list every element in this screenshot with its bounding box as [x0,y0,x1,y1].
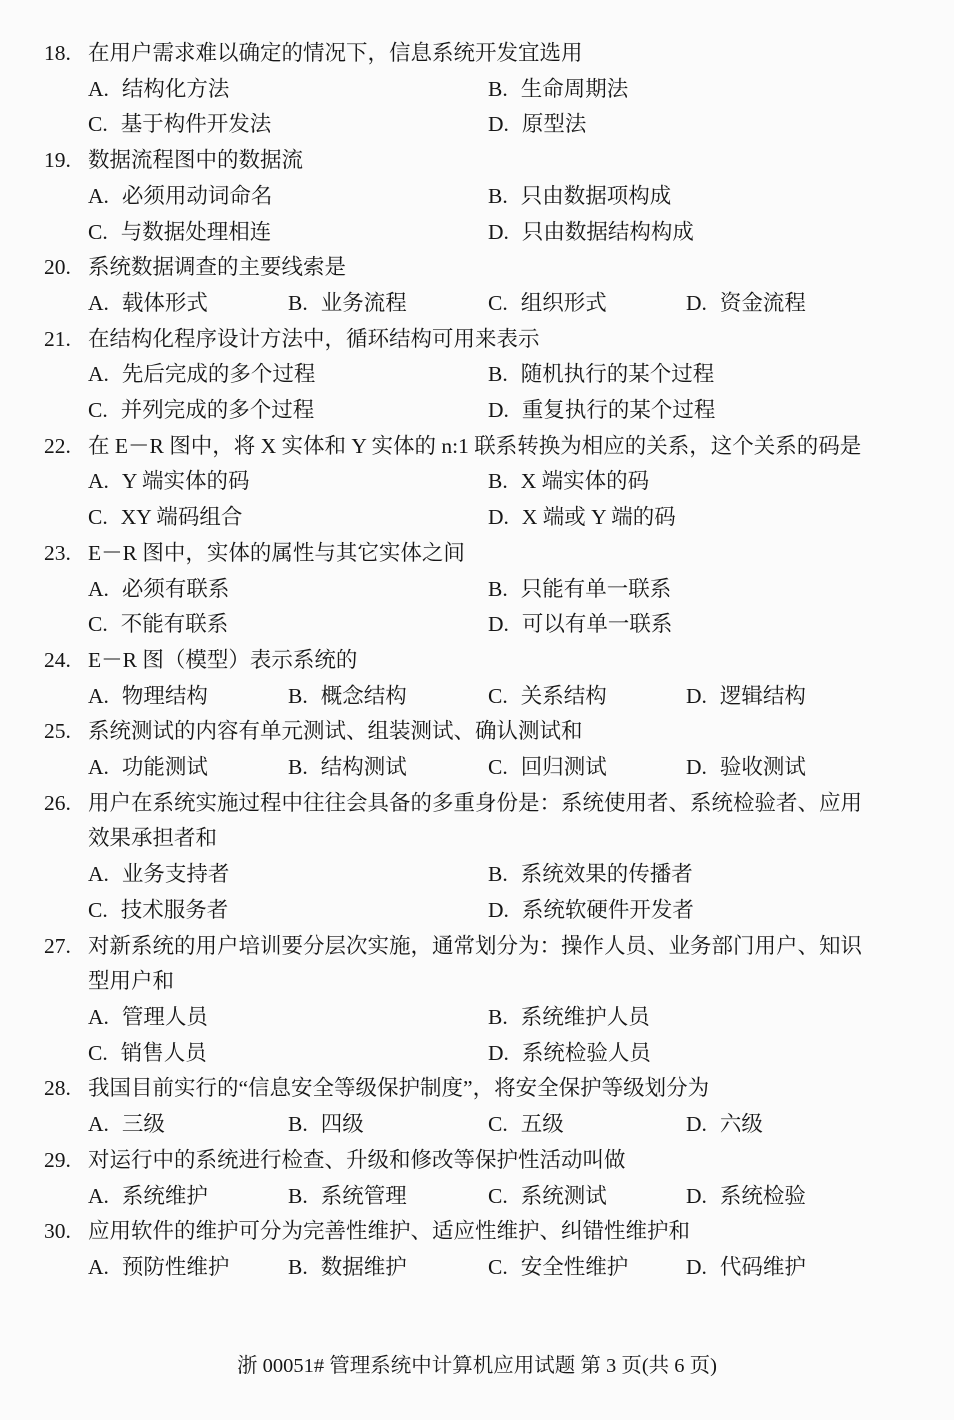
question-30 [44,1214,918,1285]
option-text: 系统软硬件开发者 [521,897,694,922]
option-letter: C. [488,1112,508,1137]
option-text: 先后完成的多个过程 [121,362,316,387]
option-row [88,72,918,108]
option-C [88,500,488,536]
question-stem: 系统数据调查的主要线索是 [88,255,347,280]
page-footer: 浙 00051# 管理系统中计算机应用试题 第 3 页(共 6 页) [236,1355,718,1377]
option-row [88,464,918,500]
option-letter: B. [488,1004,508,1029]
option-letter: D. [686,1254,707,1279]
option-D [686,1250,918,1286]
option-letter: B. [288,755,308,780]
question-body [88,1071,918,1142]
option-letter: B. [288,290,308,315]
question-22 [44,429,918,536]
option-B [288,750,488,786]
question-number: 21. [44,326,71,351]
question-19 [44,143,918,250]
option-B [488,179,918,215]
option-text: 业务流程 [320,290,407,315]
option-letter: D. [488,398,509,423]
option-text: Y 端实体的码 [121,469,250,494]
question-number: 30. [44,1219,71,1244]
option-row [88,107,918,143]
option-text: 安全性维护 [520,1254,629,1279]
option-text: 管理人员 [121,1004,208,1029]
option-text: 只由数据结构构成 [521,219,694,244]
question-stem: 用户在系统实施过程中往往会具备的多重身份是：系统使用者、系统检验者、应用 [88,790,863,815]
option-letter: C. [488,755,508,780]
question-stem: 对运行中的系统进行检查、升级和修改等保护性活动叫做 [88,1147,626,1172]
option-D [488,893,918,929]
option-letter: C. [488,1183,508,1208]
option-text: 业务支持者 [121,862,230,887]
option-text: 基于构件开发法 [120,112,272,137]
exam-paper [44,36,918,1286]
option-text: 系统测试 [520,1183,607,1208]
option-row [88,572,918,608]
option-row [88,607,918,643]
option-text: 组织形式 [520,290,607,315]
option-text: 销售人员 [120,1040,207,1065]
option-D [488,215,918,251]
question-number: 24. [44,647,71,672]
question-21 [44,322,918,429]
option-B [488,1000,918,1036]
question-body [88,1214,918,1285]
option-letter: A. [88,1183,109,1208]
option-B [288,1179,488,1215]
option-row [88,393,918,429]
option-D [686,1179,918,1215]
option-text: 结构测试 [320,755,407,780]
option-text: 不能有联系 [120,612,229,637]
option-text: 系统管理 [320,1183,407,1208]
option-letter: A. [88,76,109,101]
option-letter: C. [88,612,108,637]
option-letter: A. [88,683,109,708]
option-letter: C. [88,897,108,922]
option-row [88,357,918,393]
option-text: 系统效果的传播者 [520,862,693,887]
option-text: 验收测试 [719,755,806,780]
option-letter: A. [88,469,109,494]
question-list [44,36,918,1286]
option-B [288,679,488,715]
question-20 [44,250,918,321]
option-text: 概念结构 [320,683,407,708]
option-text: 回归测试 [520,755,607,780]
option-letter: D. [686,1112,707,1137]
option-A [88,857,488,893]
option-text: 资金流程 [719,290,806,315]
option-A [88,464,488,500]
question-body [88,429,918,536]
option-text: 重复执行的某个过程 [521,398,716,423]
question-body [88,1143,918,1214]
option-D [488,107,918,143]
option-letter: D. [686,290,707,315]
option-letter: D. [488,1040,509,1065]
option-letter: C. [88,398,108,423]
option-text: 生命周期法 [520,76,629,101]
option-letter: B. [488,576,508,601]
option-letter: B. [288,683,308,708]
option-letter: D. [488,897,509,922]
option-D [488,607,918,643]
option-text: 并列完成的多个过程 [120,398,315,423]
option-letter: B. [488,469,508,494]
option-text: 技术服务者 [120,897,229,922]
option-C [488,286,686,322]
option-text: 关系结构 [520,683,607,708]
option-text: 系统检验 [719,1183,806,1208]
option-letter: D. [686,683,707,708]
option-C [88,893,488,929]
option-text: 四级 [320,1112,364,1137]
option-text: 系统检验人员 [521,1040,651,1065]
option-row [88,179,918,215]
option-letter: B. [288,1112,308,1137]
question-body [88,143,918,250]
option-text: 与数据处理相连 [120,219,272,244]
question-stem: 对新系统的用户培训要分层次实施，通常划分为：操作人员、业务部门用户、知识 [88,933,863,958]
option-text: 物理结构 [121,683,208,708]
option-letter: C. [88,112,108,137]
option-row [88,857,918,893]
option-B [288,1250,488,1286]
option-D [488,500,918,536]
option-letter: D. [488,612,509,637]
option-row [88,893,918,929]
option-row [88,1179,918,1215]
option-text: 功能测试 [121,755,208,780]
option-letter: D. [488,505,509,530]
option-C [488,750,686,786]
option-B [288,286,488,322]
option-C [488,1107,686,1143]
question-number: 26. [44,790,71,815]
question-body [88,786,918,929]
option-row [88,750,918,786]
question-28 [44,1071,918,1142]
option-text: 数据维护 [320,1254,407,1279]
question-stem: 我国目前实行的“信息安全等级保护制度”，将安全保护等级划分为 [88,1076,710,1101]
option-letter: A. [88,183,109,208]
option-letter: B. [288,1254,308,1279]
option-letter: A. [88,1112,109,1137]
option-D [686,679,918,715]
option-A [88,72,488,108]
option-A [88,1000,488,1036]
option-text: 预防性维护 [121,1254,230,1279]
option-row [88,1107,918,1143]
question-number: 20. [44,255,71,280]
option-letter: B. [488,362,508,387]
question-number: 18. [44,41,71,65]
question-number: 29. [44,1147,71,1172]
question-body [88,322,918,429]
option-text: 系统维护人员 [520,1004,650,1029]
option-letter: B. [288,1183,308,1208]
option-C [88,607,488,643]
option-letter: A. [88,1004,109,1029]
option-C [88,215,488,251]
option-B [488,572,918,608]
option-text: 原型法 [521,112,587,137]
option-B [488,357,918,393]
option-C [88,1036,488,1072]
option-letter: A. [88,290,109,315]
option-text: 六级 [719,1112,763,1137]
option-D [686,750,918,786]
option-text: 必须用动词命名 [121,183,273,208]
option-letter: C. [88,505,108,530]
question-number: 22. [44,433,71,458]
option-letter: B. [488,862,508,887]
option-text: 可以有单一联系 [521,612,673,637]
option-row [88,215,918,251]
question-18 [44,36,918,143]
option-letter: B. [488,183,508,208]
question-25 [44,714,918,785]
question-stem: 应用软件的维护可分为完善性维护、适应性维护、纠错性维护和 [88,1219,691,1244]
option-A [88,1179,288,1215]
option-A [88,750,288,786]
question-stem: 数据流程图中的数据流 [88,148,304,173]
option-text: 必须有联系 [121,576,230,601]
option-text: 只由数据项构成 [520,183,672,208]
option-letter: D. [686,755,707,780]
option-text: 随机执行的某个过程 [520,362,715,387]
question-number: 28. [44,1076,71,1101]
option-letter: A. [88,862,109,887]
option-letter: C. [88,219,108,244]
question-number: 27. [44,933,71,958]
option-A [88,572,488,608]
option-A [88,179,488,215]
option-letter: A. [88,1254,109,1279]
option-row [88,1250,918,1286]
option-text: 逻辑结构 [719,683,806,708]
question-stem: 在结构化程序设计方法中，循环结构可用来表示 [88,326,540,351]
option-letter: B. [488,76,508,101]
option-C [88,393,488,429]
option-text: 五级 [520,1112,564,1137]
question-24 [44,643,918,714]
option-text: 系统维护 [121,1183,208,1208]
option-C [88,107,488,143]
option-letter: D. [686,1183,707,1208]
question-body [88,714,918,785]
question-stem: 在 E－R 图中，将 X 实体和 Y 实体的 n:1 联系转换为相应的关系，这个关系的码是 [88,433,862,458]
option-letter: C. [88,1040,108,1065]
option-text: 载体形式 [121,290,208,315]
option-A [88,286,288,322]
option-text: XY 端码组合 [120,505,243,530]
option-letter: C. [488,1254,508,1279]
question-body [88,36,918,143]
question-27 [44,929,918,1072]
option-B [288,1107,488,1143]
option-A [88,679,288,715]
option-B [488,464,918,500]
option-text: 代码维护 [719,1254,806,1279]
option-D [488,1036,918,1072]
option-text: X 端或 Y 端的码 [521,505,676,530]
option-D [686,286,918,322]
option-text: X 端实体的码 [520,469,650,494]
option-letter: C. [488,290,508,315]
option-row [88,286,918,322]
option-row [88,1000,918,1036]
question-23 [44,536,918,643]
option-text: 结构化方法 [121,76,230,101]
question-stem: E－R 图（模型）表示系统的 [88,647,358,672]
option-text: 三级 [121,1112,165,1137]
option-letter: C. [488,683,508,708]
option-C [488,1179,686,1215]
question-stem-line2: 型用户和 [88,969,175,994]
option-C [488,679,686,715]
option-text: 只能有单一联系 [520,576,672,601]
option-D [686,1107,918,1143]
question-body [88,929,918,1072]
question-number: 25. [44,719,71,744]
option-row [88,1036,918,1072]
option-D [488,393,918,429]
option-letter: A. [88,755,109,780]
option-letter: D. [488,219,509,244]
option-letter: A. [88,576,109,601]
question-body [88,643,918,714]
option-row [88,679,918,715]
question-26 [44,786,918,929]
option-row [88,500,918,536]
option-B [488,72,918,108]
question-29 [44,1143,918,1214]
option-B [488,857,918,893]
question-stem: 系统测试的内容有单元测试、组装测试、确认测试和 [88,719,583,744]
option-letter: A. [88,362,109,387]
option-letter: D. [488,112,509,137]
option-A [88,1250,288,1286]
option-A [88,357,488,393]
question-stem: 在用户需求难以确定的情况下，信息系统开发宜选用 [88,41,583,65]
question-body [88,536,918,643]
question-number: 19. [44,148,71,173]
option-A [88,1107,288,1143]
question-stem-line2: 效果承担者和 [88,826,218,851]
question-body [88,250,918,321]
question-stem: E－R 图中，实体的属性与其它实体之间 [88,540,465,565]
option-C [488,1250,686,1286]
question-number: 23. [44,540,71,565]
